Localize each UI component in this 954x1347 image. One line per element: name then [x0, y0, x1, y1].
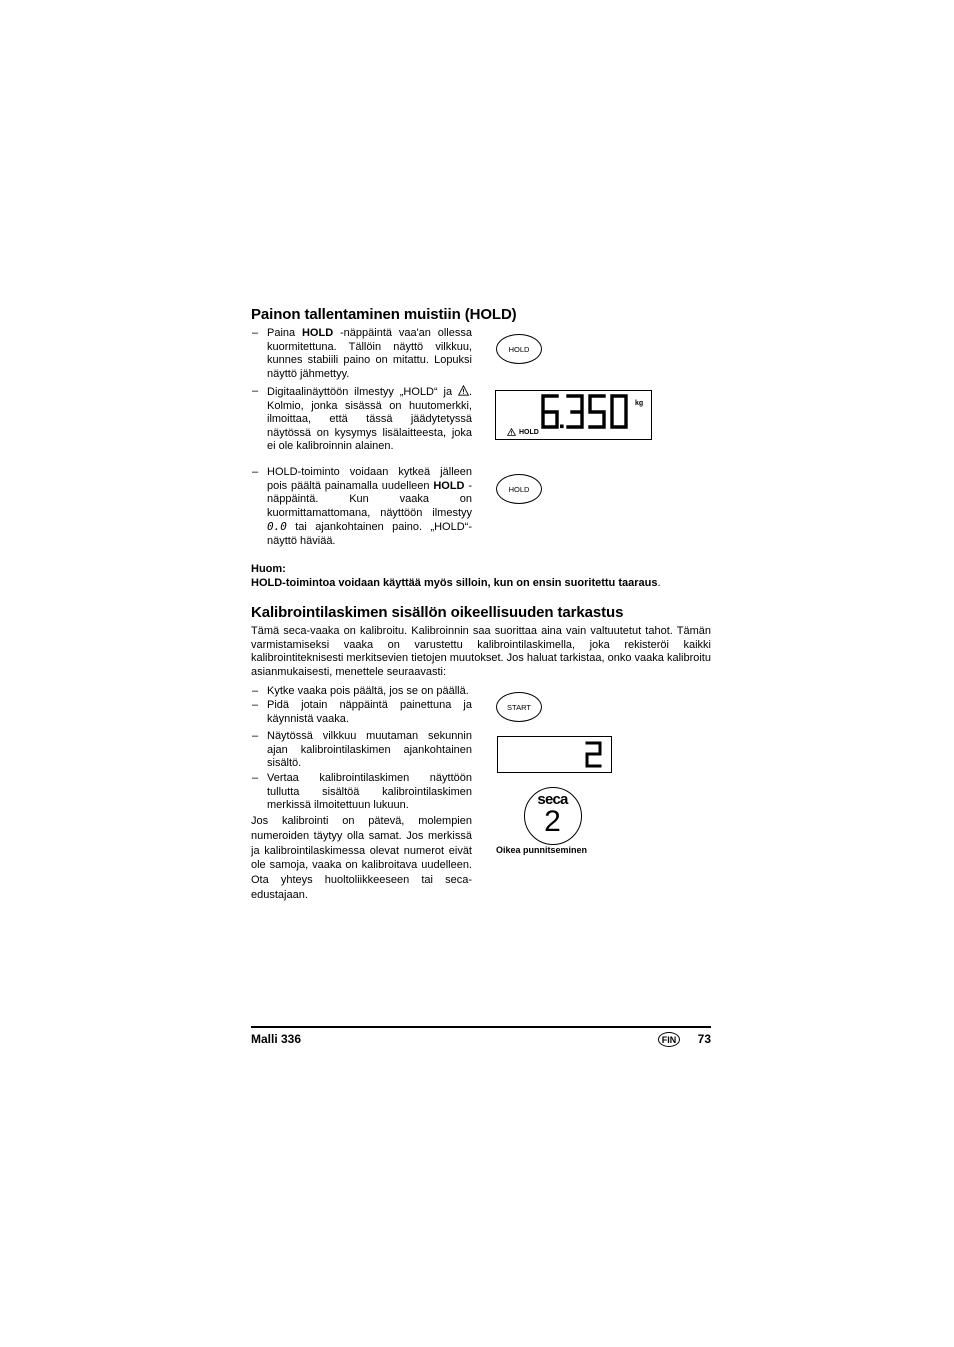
warning-triangle-icon: [458, 385, 469, 396]
language-badge: FIN: [658, 1032, 680, 1047]
calibration-seal: [524, 787, 582, 845]
seal-brand: seca: [537, 791, 568, 808]
figure-caption: Oikea punnitseminen: [496, 845, 588, 855]
list-item: – Näytössä vilkkuu muutaman sekunnin ajan kalibrointilaskimen ajankohtainen sisältö.: [252, 730, 472, 769]
closing-paragraph: Jos kalibrointi on pätevä, molempien numeroiden täytyy olla samat. Jos merkissä ja kalibrointilaskimessa olevat numerot eivät ole samoja, vaaka on kalibroitava uudelleen. Ota yhteys huoltoliikkeeseen tai seca-edustajaan.: [251, 815, 472, 901]
note-text: HOLD-toimintoa voidaan käyttää myös silloin, kun on ensin suoritettu taaraus.: [251, 577, 661, 589]
list-item: – Kytke vaaka pois päältä, jos se on päällä.: [252, 685, 469, 697]
list-item: – Pidä jotain näppäintä painettuna ja käynnistä vaaka.: [252, 699, 472, 725]
hold-indicator: HOLD: [519, 429, 539, 436]
list-item: – Digitaalinäyttöön ilmestyy „HOLD“ ja . Kolmio, jonka sisässä on huutomerkki, ilmoittaa, että tässä jäädytetyssä näytössä on kysymys lisälaitteesta, joka ei ole kalibroinnin alainen.: [252, 385, 472, 452]
warning-triangle-icon: [507, 428, 516, 436]
list-item: – Vertaa kalibrointilaskimen näyttöön tullutta sisältöä kalibrointilaskimen merkissä ilmoitettuun lukuun.: [252, 772, 472, 811]
hold-button: HOLD: [496, 474, 542, 504]
start-button: START: [496, 692, 542, 722]
intro-paragraph: Tämä seca-vaaka on kalibroitu. Kalibroinnin saa suorittaa aina vain valtuutetut tahot. Tämän varmistamiseksi vaaka on varustettu kalibrointilaskimella, joka rekisteröi kaikki kalibrointiteknisesti merkitsevien tietojen muutokset. Jos haluat tarkistaa, onko vaaka kalibroitu asianmukaisesti, menettele seuraavasti:: [251, 625, 711, 678]
footer-model: Malli 336: [251, 1032, 302, 1046]
section-heading-hold: Painon tallentaminen muistiin (HOLD): [251, 306, 517, 323]
display-digit: [498, 737, 611, 772]
list-item: – Paina HOLD -näppäintä vaa'an ollessa kuormitettuna. Tällöin näyttö vilkkuu, kunnes stabiili paino on mitattu. Lopuksi näyttö jähmettyy.: [252, 327, 472, 380]
hold-button: HOLD: [496, 334, 542, 364]
unit-label: kg: [635, 400, 644, 407]
seal-number: 2: [544, 805, 561, 838]
note-label: Huom:: [251, 563, 286, 575]
scale-display: [495, 390, 652, 440]
counter-display: [497, 736, 612, 773]
section-heading-calibration: Kalibrointilaskimen sisällön oikeellisuuden tarkastus: [251, 604, 624, 621]
page-number: 73: [697, 1032, 711, 1046]
footer-divider: [251, 1026, 711, 1028]
list-item: – HOLD-toiminto voidaan kytkeä jälleen pois päältä painamalla uudelleen HOLD -näppäintä. Kun vaaka on kuormittamattomana, näyttöön ilmestyy 0.0 tai ajankohtainen paino. „HOLD“-näyttö häviää.: [252, 466, 472, 547]
